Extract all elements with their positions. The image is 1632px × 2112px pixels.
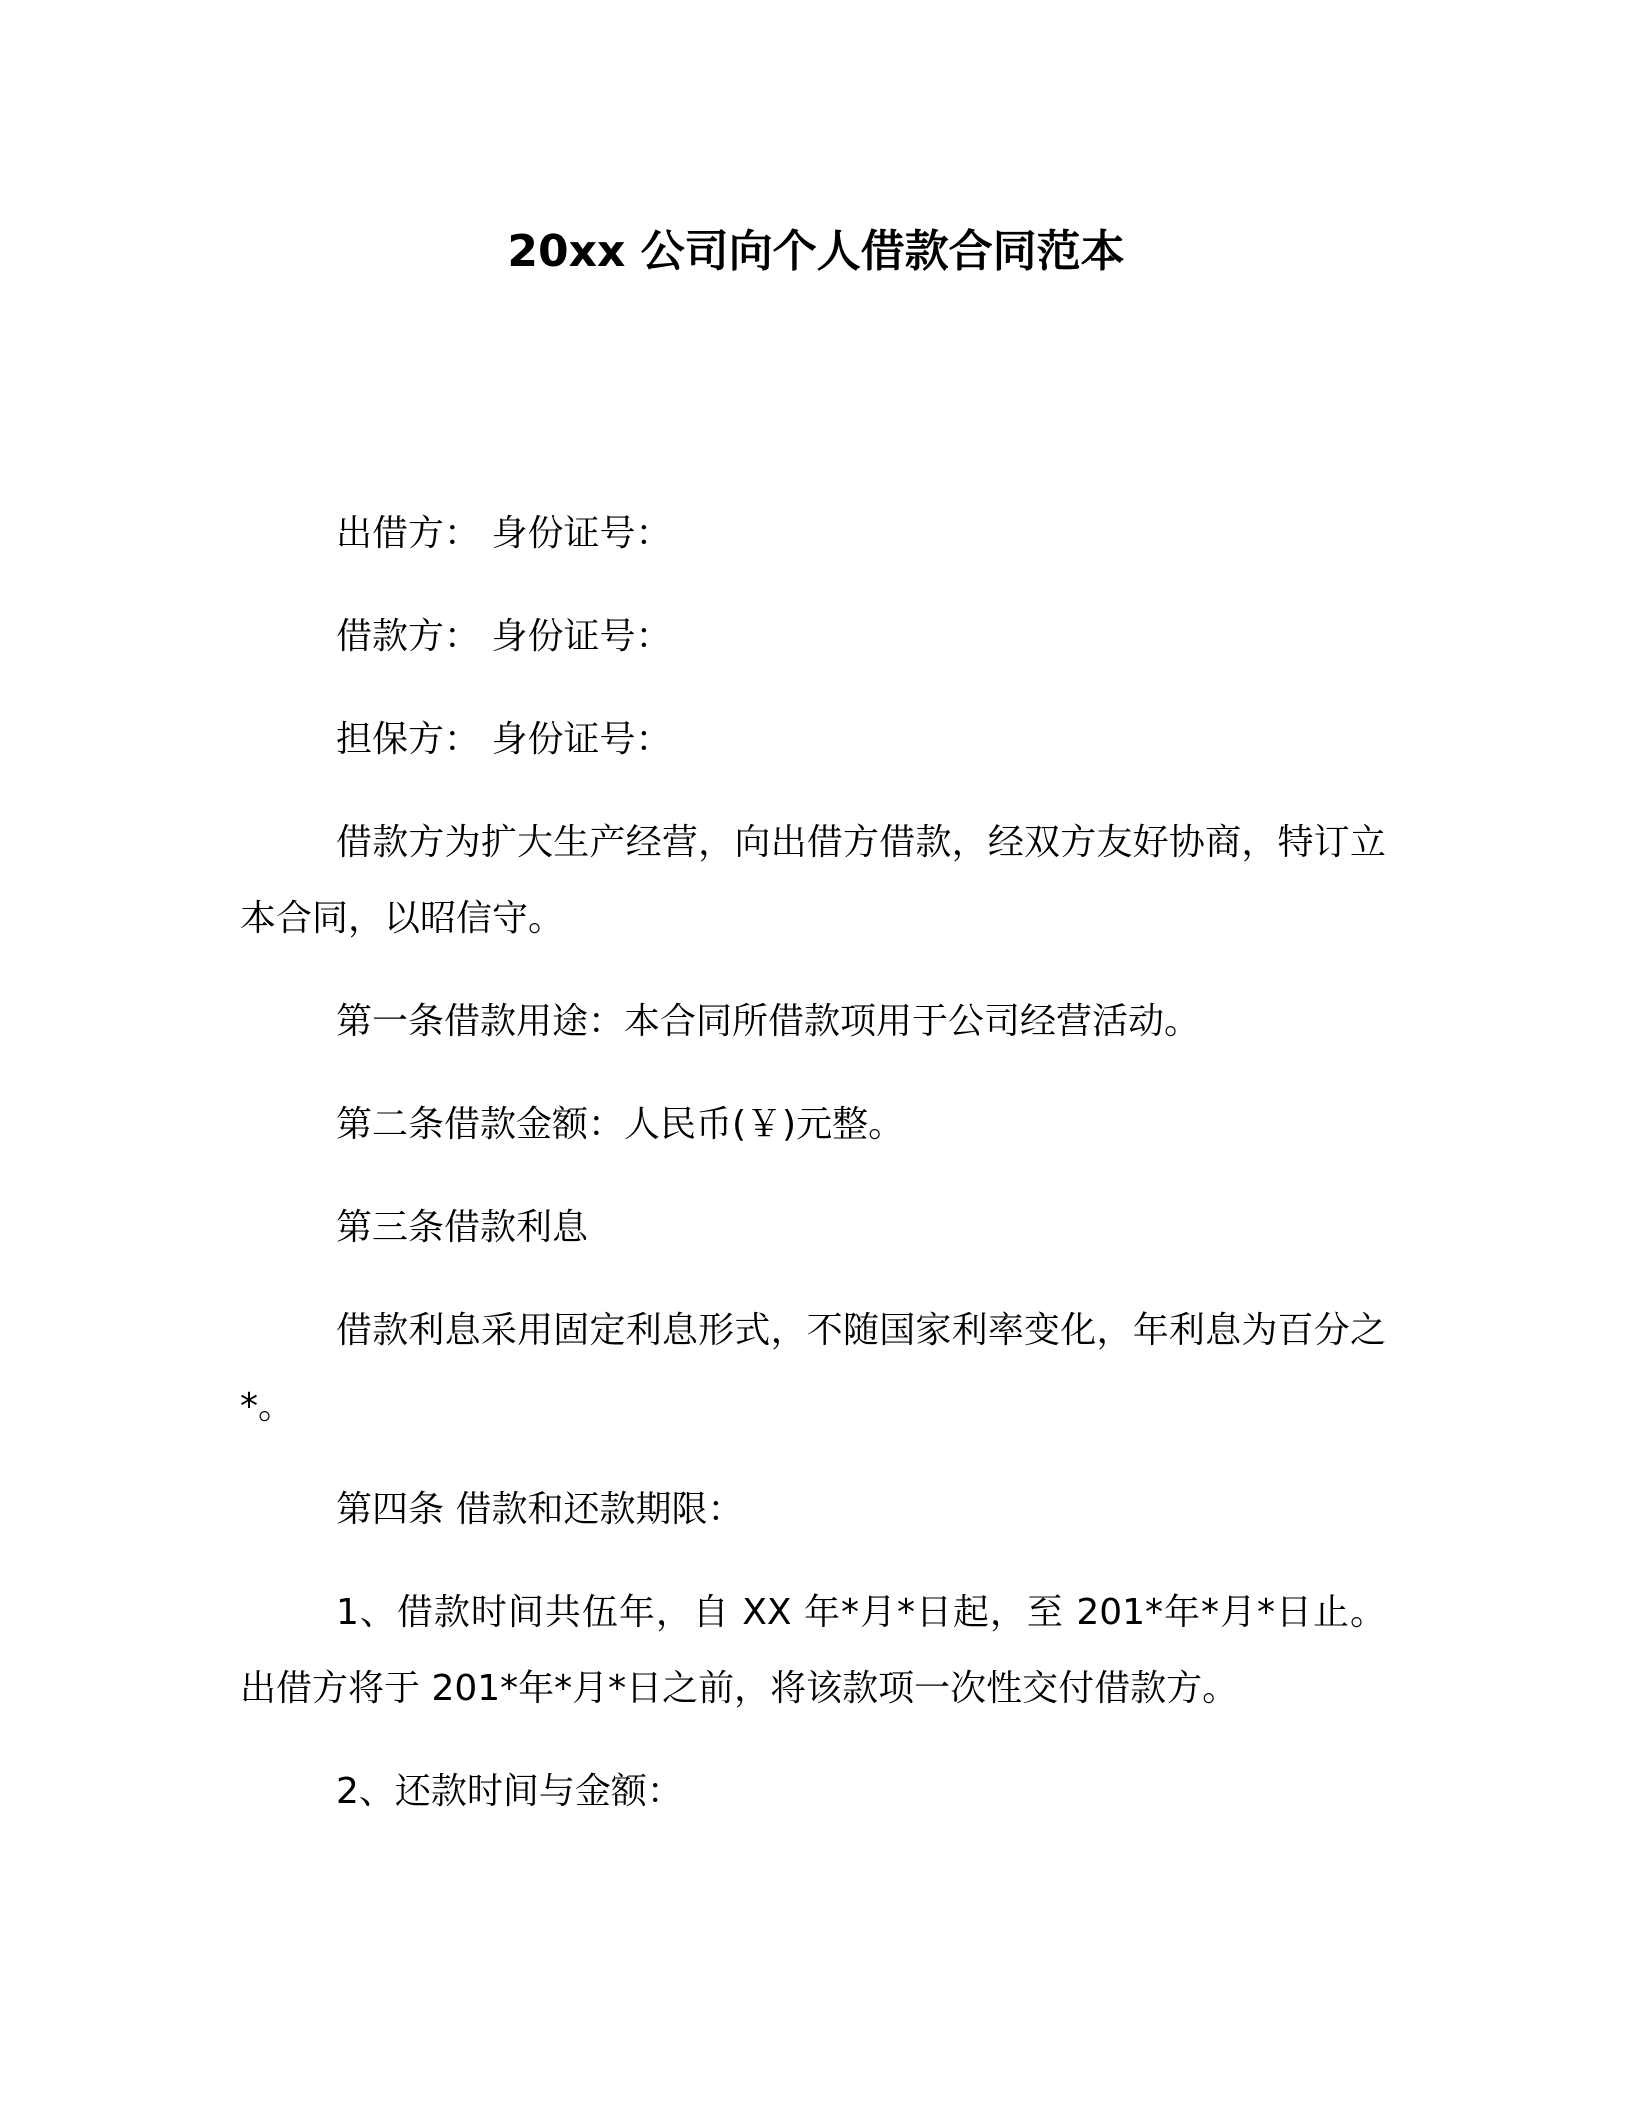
article-3-interest: 借款利息采用固定利息形式，不随国家利率变化，年利息为百分之*。 — [240, 1310, 1386, 1427]
article-4-item-2: 2、还款时间与金额： — [336, 1771, 683, 1812]
document-body — [240, 496, 1386, 1830]
document-title: 20xx 公司向个人借款合同范本 — [507, 226, 1125, 277]
guarantor-line: 担保方： 身份证号： — [336, 719, 672, 760]
article-2-amount: 第二条借款金额：人民币(￥)元整。 — [336, 1104, 905, 1145]
article-4-heading: 第四条 借款和还款期限： — [336, 1489, 744, 1530]
article-4-item-1: 1、借款时间共伍年，自 XX 年*月*日起，至 201*年*月*日止。出借方将于 201*年*月*日之前，将该款项一次性交付借款方。 — [240, 1592, 1386, 1709]
lender-line: 出借方： 身份证号： — [336, 513, 672, 554]
article-1-purpose: 第一条借款用途：本合同所借款项用于公司经营活动。 — [336, 1001, 1201, 1042]
preamble-paragraph: 借款方为扩大生产经营，向出借方借款，经双方友好协商，特订立本合同，以昭信守。 — [240, 822, 1386, 939]
article-3-heading: 第三条借款利息 — [336, 1207, 589, 1248]
borrower-line: 借款方： 身份证号： — [336, 616, 672, 657]
